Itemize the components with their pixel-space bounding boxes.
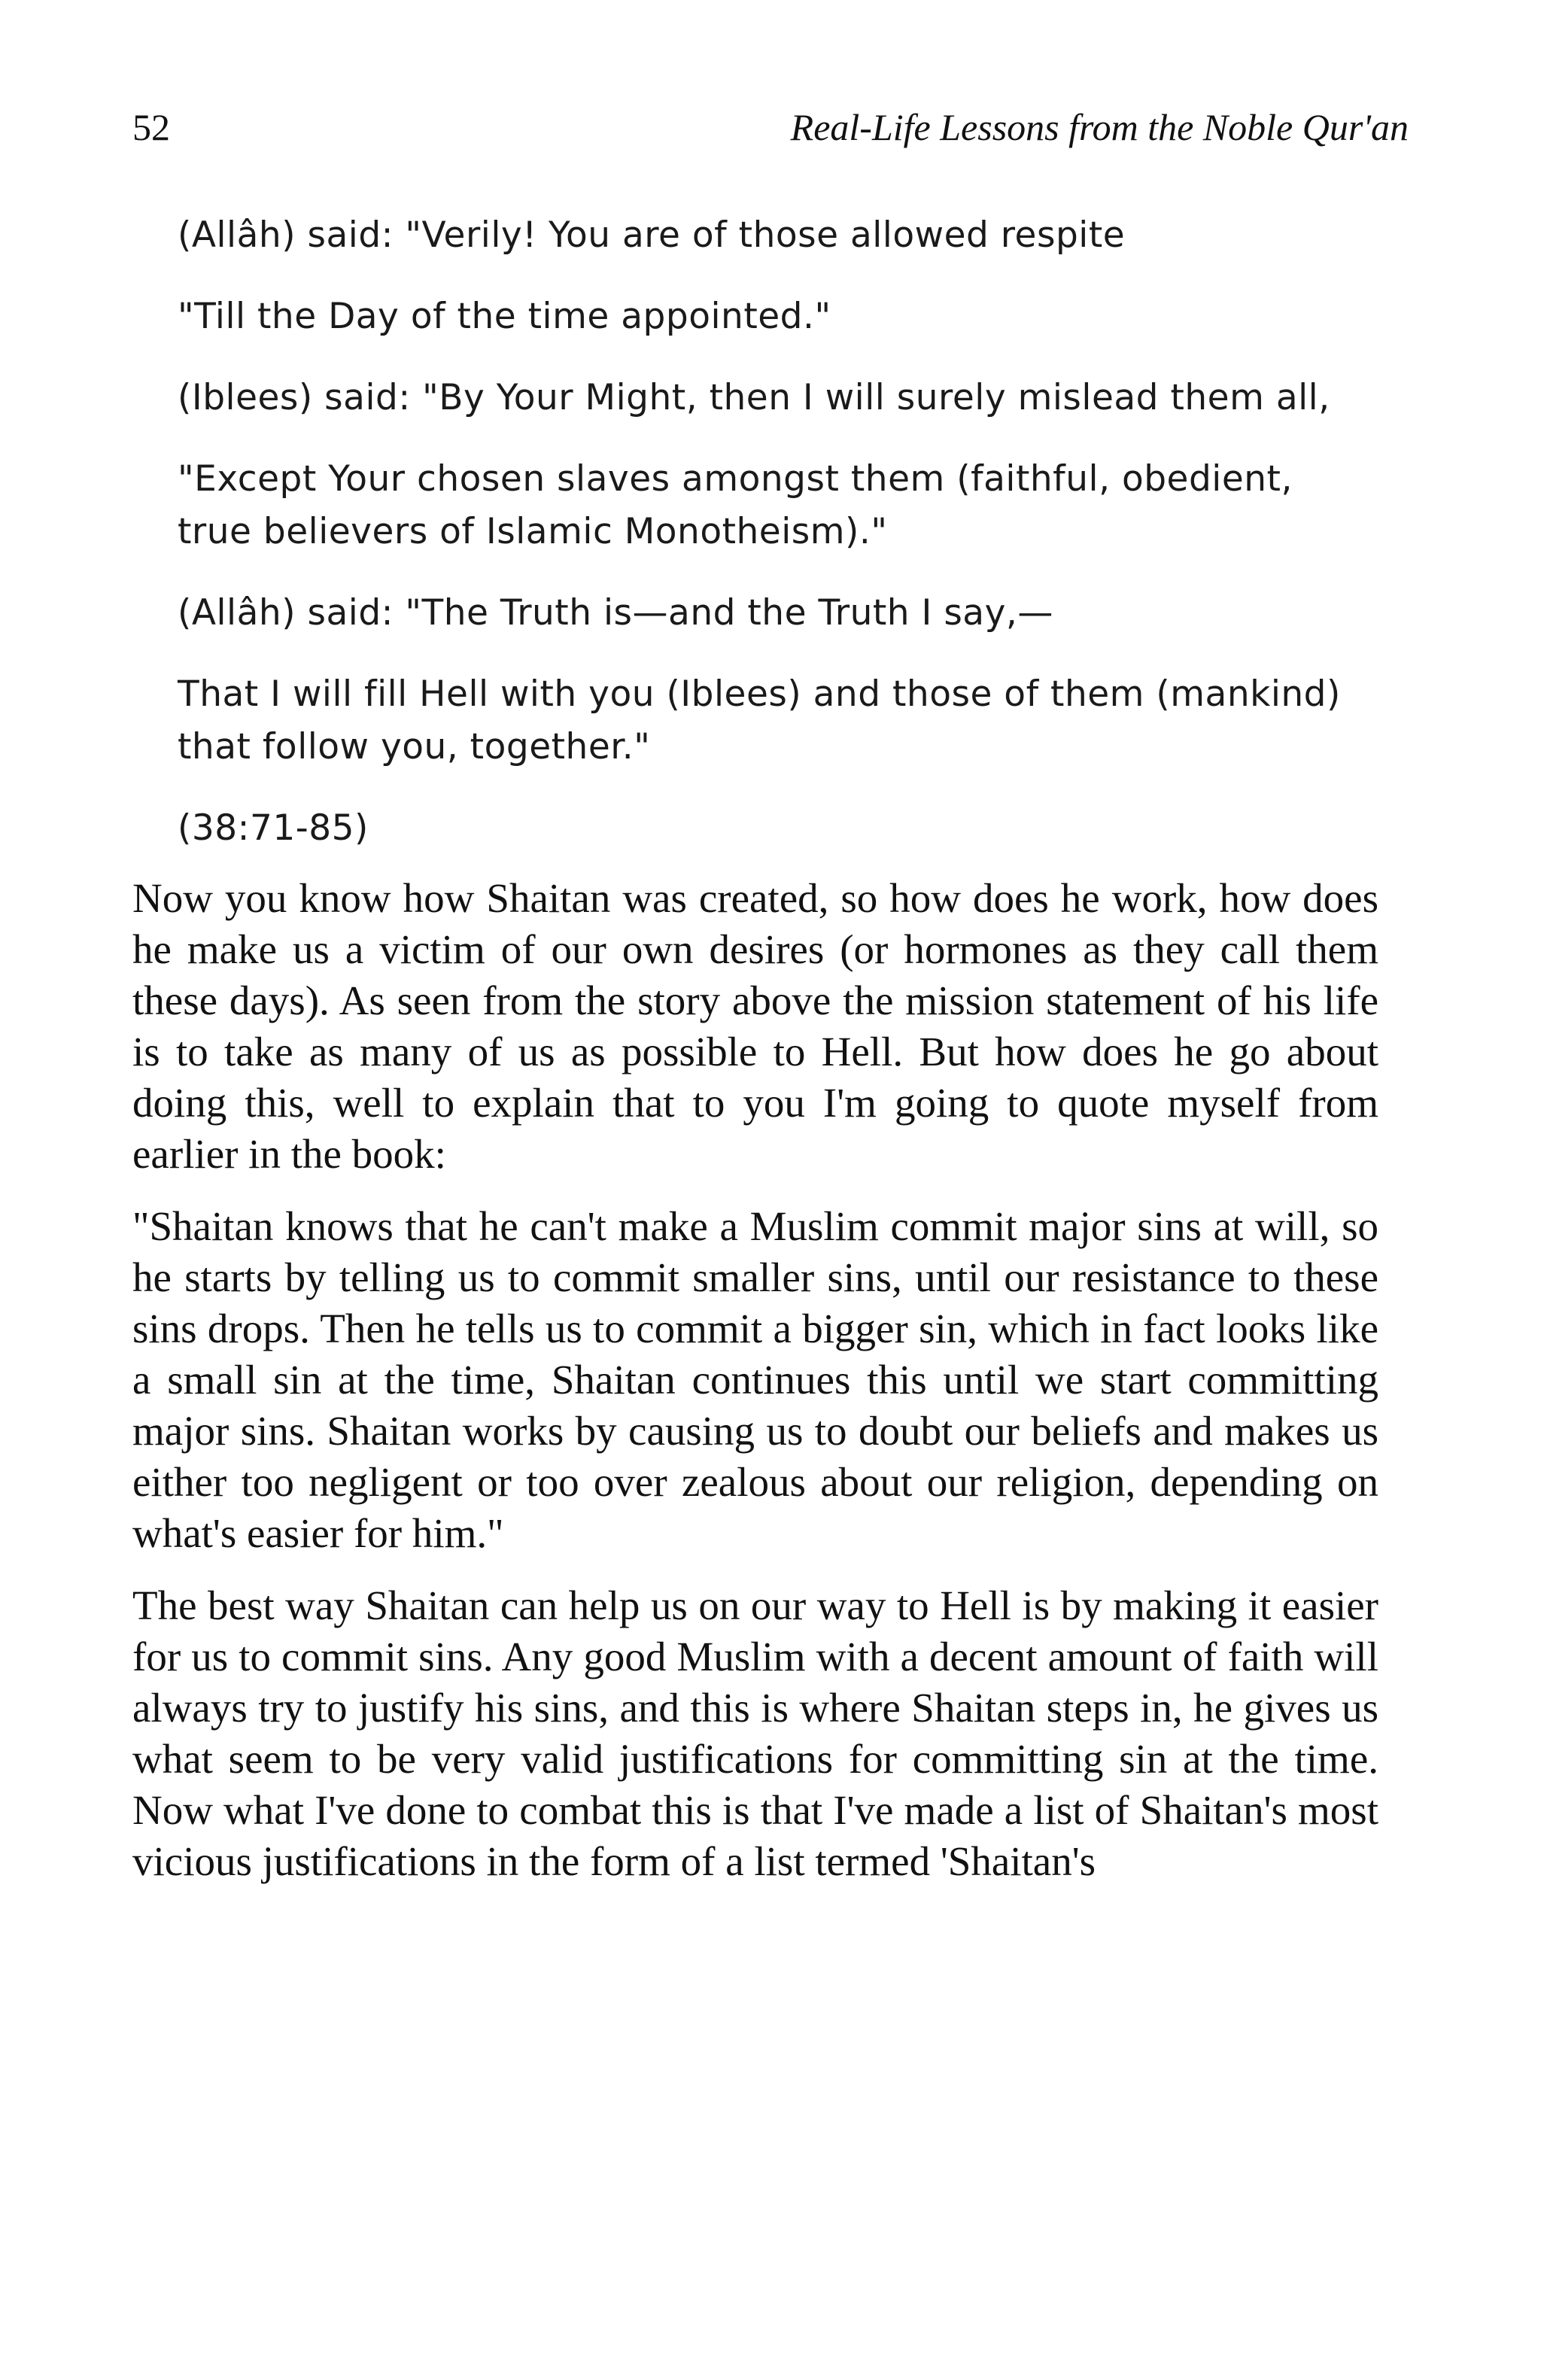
quran-quote-block: [178, 209, 1351, 883]
body-text: [132, 873, 1378, 1908]
body-paragraph-quoted: "Shaitan knows that he can't make a Muslim commit major sins at will, so he starts by telling us to commit smaller sins, until our resistance to these sins drops. Then he tells us to commit a bigger sin, which in fact looks like a small sin at the time, Shaitan continues this until we start committing major sins. Shaitan works by causing us to doubt our beliefs and makes us either too negligent or too over zealous about our religion, depending on what's easier for him.": [132, 1203, 1378, 1556]
quote-line: (Allâh) said: "Verily! You are of those allowed respite: [178, 214, 1126, 256]
body-paragraph: The best way Shaitan can help us on our way to Hell is by making it easier for us to commit sins. Any good Muslim with a decent amount of faith will always try to justify his sins, and this is where Shaitan steps in, he gives us what seem to be very valid justifications for committing sin at the time. Now what I've done to combat this is that I've made a list of Shaitan's most vicious justifications in the form of a list termed 'Shaitan's: [132, 1582, 1378, 1884]
page-number: 52: [132, 106, 170, 148]
quote-line: "Till the Day of the time appointed.": [178, 296, 831, 337]
quote-reference: (38:71-85): [178, 807, 369, 849]
quote-line: That I will fill Hell with you (Iblees) and those of them (mankind) that follow you, together.": [178, 673, 1341, 767]
running-title: Real-Life Lessons from the Noble Qur'an: [790, 106, 1409, 148]
quote-line: (Allâh) said: "The Truth is—and the Truth I say,—: [178, 592, 1053, 634]
body-paragraph: Now you know how Shaitan was created, so how does he work, how does he make us a victim of our own desires (or hormones as they call them these days). As seen from the story above the mission statement of his life is to take as many of us as possible to Hell. But how does he go about doing this, well to explain that to you I'm going to quote myself from earlier in the book:: [132, 875, 1378, 1177]
quote-line: "Except Your chosen slaves amongst them (faithful, obedient, true believers of Islamic Monotheism).": [178, 458, 1293, 552]
quote-line: (Iblees) said: "By Your Might, then I will surely mislead them all,: [178, 377, 1330, 418]
page-header: [132, 105, 1409, 166]
